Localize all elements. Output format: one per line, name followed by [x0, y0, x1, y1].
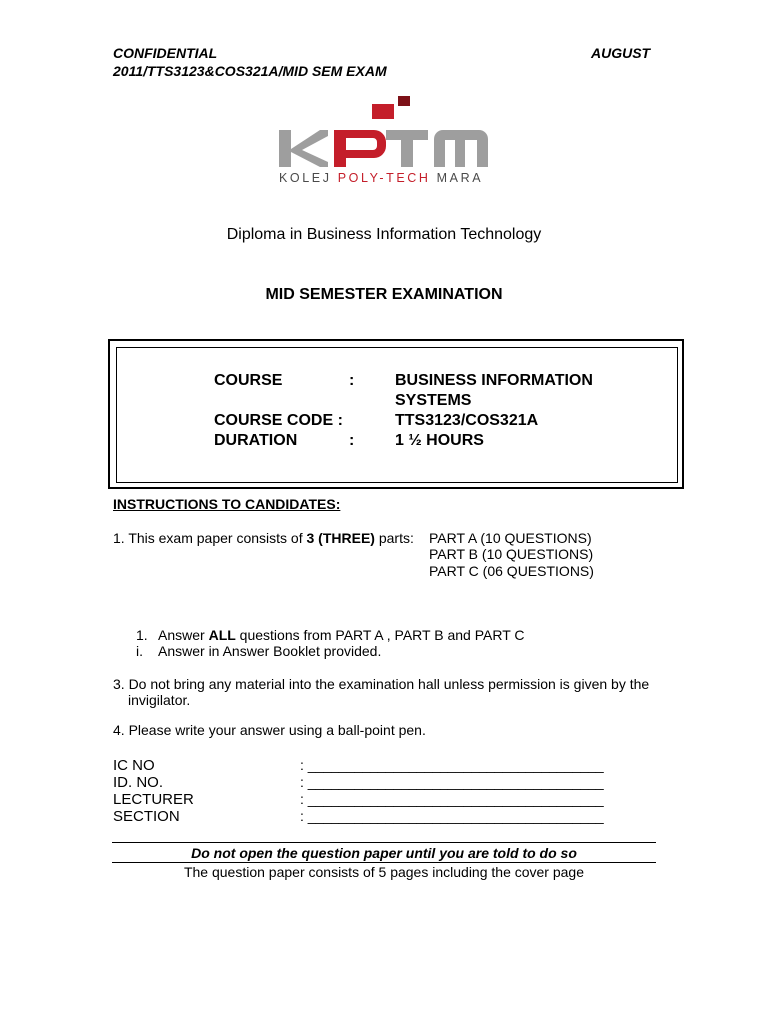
course-colon: : — [349, 372, 355, 389]
instruction-booklet: Answer in Answer Booklet provided. — [158, 643, 382, 659]
part-b: PART B (10 QUESTIONS) — [429, 546, 594, 562]
instructions-heading: INSTRUCTIONS TO CANDIDATES: — [113, 496, 341, 512]
duration-label: DURATION — [214, 432, 298, 449]
instruction-answer-all: Answer ALL questions from PART A , PART B and PART C — [158, 627, 525, 643]
instruction-answer-all-num: 1. — [136, 627, 148, 643]
course-value-line2: SYSTEMS — [395, 392, 472, 409]
warning-notice: Do not open the question paper until you are told to do so — [191, 845, 577, 861]
logo-caption: KOLEJ POLY-TECH MARA — [279, 171, 484, 185]
course-label: COURSE — [214, 372, 283, 389]
instruction-parts: 1. This exam paper consists of 3 (THREE) parts: — [113, 530, 414, 546]
section-label: SECTION — [113, 808, 180, 825]
duration-colon: : — [349, 432, 355, 449]
ic-no-field[interactable]: : ______________________________________ — [300, 757, 604, 773]
lecturer-label: LECTURER — [113, 791, 194, 808]
page-count-note: The question paper consists of 5 pages including the cover page — [183, 864, 585, 880]
id-no-label: ID. NO. — [113, 774, 164, 791]
instruction-booklet-num: i. — [136, 643, 143, 659]
exam-code: 2011/TTS3123&COS321A/MID SEM EXAM — [113, 63, 387, 79]
instruction-pen: 4. Please write your answer using a ball-point pen. — [113, 722, 426, 738]
divider-bottom — [112, 862, 656, 863]
exam-title: MID SEMESTER EXAMINATION — [265, 286, 503, 303]
instruction-material-line1: 3. Do not bring any material into the examination hall unless permission is given by the — [113, 676, 650, 692]
id-no-field[interactable]: : ______________________________________ — [300, 774, 604, 790]
divider-top — [112, 842, 656, 843]
section-field[interactable]: : ______________________________________ — [300, 808, 604, 824]
ic-no-label: IC NO — [113, 757, 155, 774]
course-code-value: TTS3123/COS321A — [395, 412, 539, 429]
course-code-label: COURSE CODE : — [214, 412, 343, 429]
exam-month: AUGUST — [591, 45, 651, 61]
course-value-line1: BUSINESS INFORMATION — [395, 372, 593, 389]
lecturer-field[interactable]: : ______________________________________ — [300, 791, 604, 807]
program-title: Diploma in Business Information Technology — [226, 226, 542, 243]
confidential-label: CONFIDENTIAL — [113, 45, 218, 61]
part-c: PART C (06 QUESTIONS) — [429, 563, 594, 579]
instruction-material-line2: invigilator. — [128, 692, 191, 708]
duration-value: 1 ½ HOURS — [395, 432, 484, 449]
part-a: PART A (10 QUESTIONS) — [429, 530, 592, 546]
